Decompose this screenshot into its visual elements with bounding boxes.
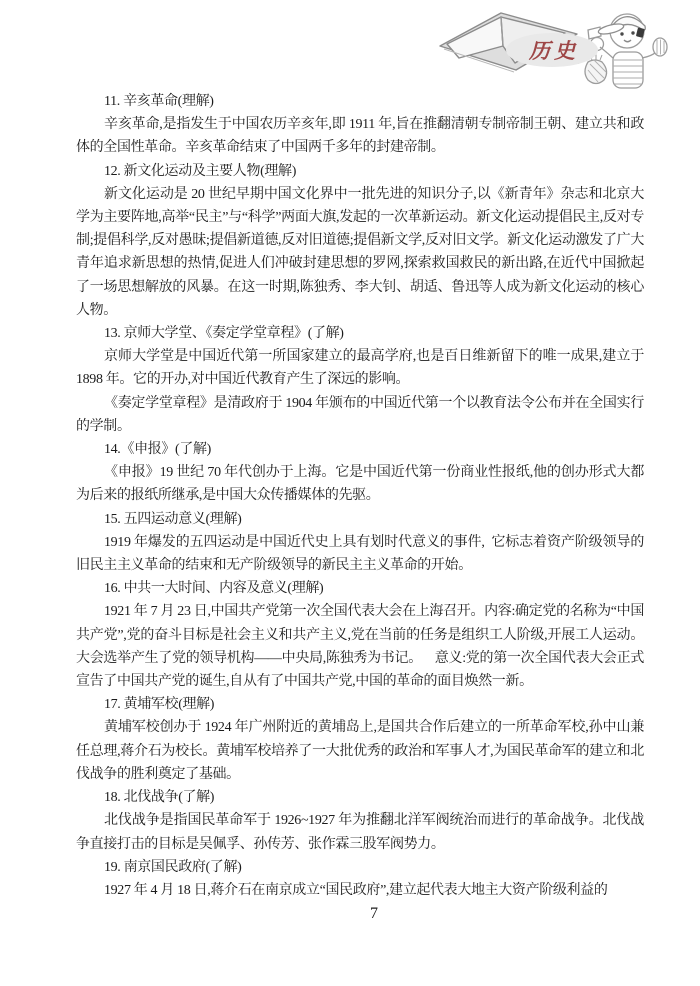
section-paragraph: 黄埔军校创办于 1924 年广州附近的黄埔岛上,是国共合作后建立的一所革命军校,孙中山兼任总理,蒋介石为校长。黄埔军校培养了一大批优秀的政治和军事人才,为国民革命军的建立和北伐战争的胜利奠定了基础。: [76, 720, 644, 782]
section-paragraph: 新文化运动是 20 世纪早期中国文化界中一批先进的知识分子,以《新青年》杂志和北京大学为主要阵地,高举“民主”与“科学”两面大旗,发起的一次革新运动。新文化运动提倡民主,反对专制;提倡科学,反对愚昧;提倡新道德,反对旧道德;提倡新文学,反对旧文学。新文化运动激发了广大青年追求新思想的热情,促进人们冲破封建思想的罗网,探索救国救民的新出路,在近代中国掀起了一场思想解放的风暴。在这一时期,陈独秀、李大钊、胡适、鲁迅等人成为新文化运动的核心人物。: [76, 186, 644, 318]
section-paragraph: 《申报》19 世纪 70 年代创办于上海。它是中国近代第一份商业性报纸,他的创办形式大都为后来的报纸所继承,是中国大众传播媒体的先驱。: [76, 465, 644, 504]
section-heading: 14.《申报》(了解): [104, 442, 211, 458]
section-13: [76, 322, 648, 438]
section-paragraph: 北伐战争是指国民革命军于 1926~1927 年为推翻北洋军阀统治而进行的革命战争。北伐战争直接打击的目标是吴佩孚、孙传芳、张作霖三股军阀势力。: [76, 813, 644, 852]
section-heading: 19. 南京国民政府(了解): [104, 859, 242, 875]
section-paragraph: 《奏定学堂章程》是清政府于 1904 年颁布的中国近代第一个以教育法令公布并在全国实行的学制。: [76, 395, 644, 434]
section-18: [76, 786, 644, 856]
study-notes-body: [76, 90, 648, 925]
section-heading: 16. 中共一大时间、内容及意义(理解): [104, 581, 324, 597]
section-paragraph: 京师大学堂是中国近代第一所国家建立的最高学府,也是百日维新留下的唯一成果,建立于 1898 年。它的开办,对中国近代教育产生了深远的影响。: [76, 349, 648, 388]
section-paragraph: 1921 年 7 月 23 日,中国共产党第一次全国代表大会在上海召开。内容:确定党的名称为“中国共产党”,党的奋斗目标是社会主义和共产主义,党在当前的任务是组织工人阶级,开展工人运动。大会选举产生了党的领导机构——中央局,陈独秀为书记。 意义:党的第一次全国代表大会正式宣告了中国共产党的诞生,自从有了中国共产党,中国的革命的面目焕然一新。: [76, 604, 644, 690]
section-15: [76, 508, 644, 578]
section-12: [76, 160, 644, 322]
section-16: [76, 577, 644, 693]
section-paragraph: 1919 年爆发的五四运动是中国近代史上具有划时代意义的事件, 它标志着资产阶级领导的旧民主主义革命的结束和无产阶级领导的新民主主义革命的开始。: [76, 534, 644, 574]
section-heading: 11. 辛亥革命(理解): [104, 94, 214, 109]
header-illustration: [428, 0, 678, 98]
section-paragraph: 辛亥革命,是指发生于中国农历辛亥年,即 1911 年,旨在推翻清朝专制帝制王朝、建立共和政体的全国性革命。辛亥革命结束了中国两千多年的封建帝制。: [76, 117, 644, 156]
page-number: 7: [370, 905, 378, 923]
history-speech-bubble: [506, 33, 598, 67]
section-17: [76, 693, 644, 786]
section-heading: 18. 北伐战争(了解): [104, 790, 215, 806]
section-heading: 12. 新文化运动及主要人物(理解): [104, 163, 297, 179]
section-14: [76, 438, 644, 508]
history-badge-label: 历史: [529, 39, 579, 63]
section-paragraph: 1927 年 4 月 18 日,蒋介石在南京成立“国民政府”,建立起代表大地主大资产阶级利益的: [104, 882, 608, 898]
section-heading: 17. 黄埔军校(理解): [104, 697, 215, 713]
section-11: [76, 90, 644, 160]
section-19: [76, 856, 644, 902]
section-heading: 15. 五四运动意义(理解): [104, 511, 242, 527]
section-heading: 13. 京师大学堂、《奏定学堂章程》(了解): [104, 326, 344, 342]
